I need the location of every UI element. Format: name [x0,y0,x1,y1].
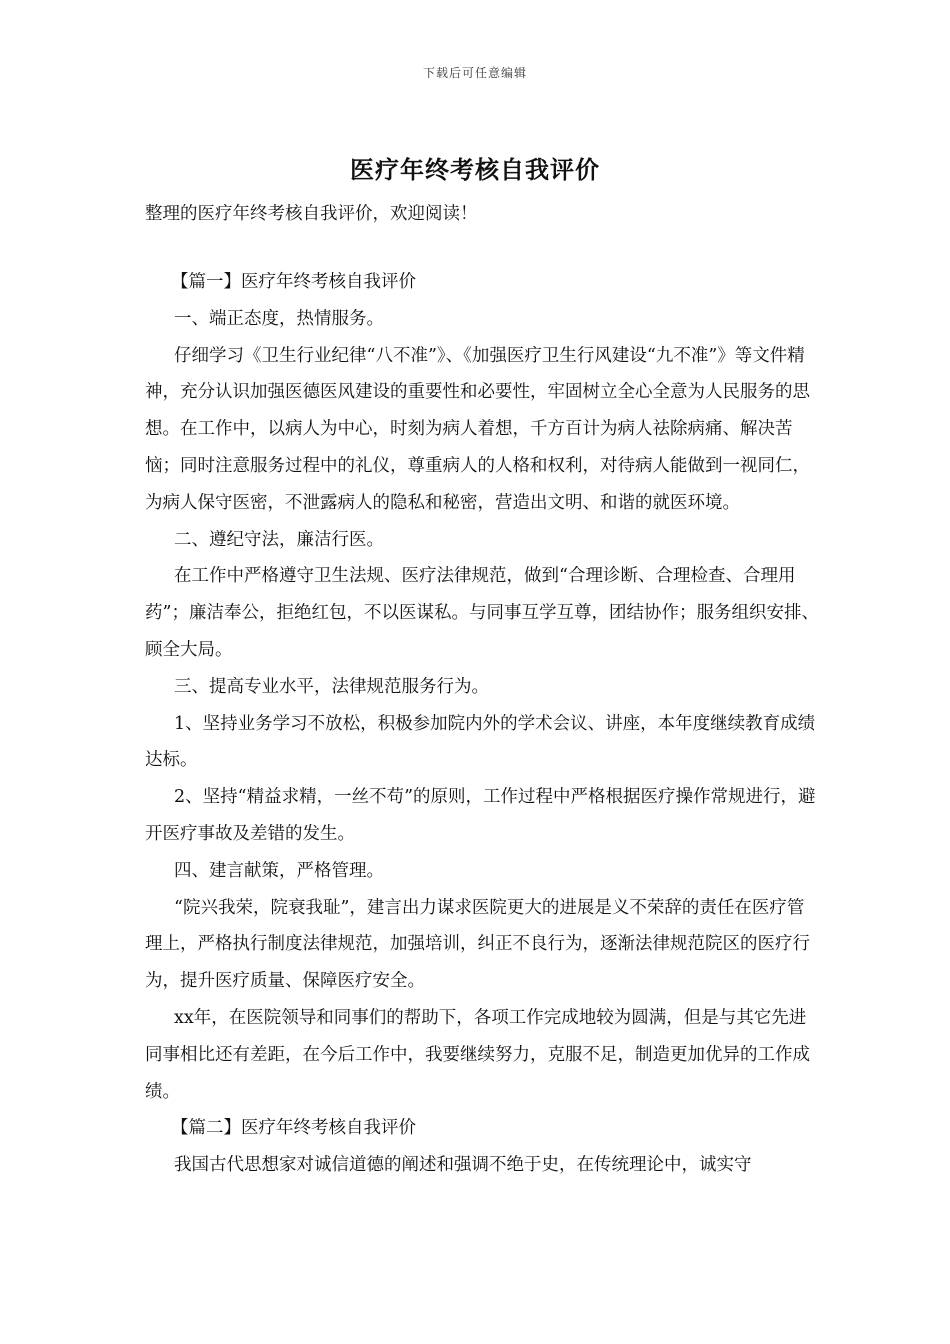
body-paragraph: “院兴我荣，院衰我耻”，建言出力谋求医院更大的进展是义不荣辞的责任在医疗管理上，严格执行制度法律规范，加强培训，纠正不良行为，逐渐法律规范院区的医疗行为，提升医疗质量、保障医疗安全。 [145,897,810,992]
document-body [145,264,820,1184]
body-paragraph: 仔细学习《卫生行业纪律“八不准”》、《加强医疗卫生行风建设“九不准”》等文件精神，充分认识加强医德医风建设的重要性和必要性，牢固树立全心全意为人民服务的思想。在工作中，以病人为中心，时刻为病人着想，千方百计为病人祛除病痛、解决苦恼；同时注意服务过程中的礼仪，尊重病人的人格和权利，对待病人能做到一视同仁，为病人保守医密，不泄露病人的隐私和秘密，营造出文明、和谐的就医环境。 [145,345,810,513]
subheading-1: 一、端正态度，热情服务。 [174,308,384,329]
section-heading-1: 【篇一】医疗年终考核自我评价 [171,272,416,292]
body-paragraph: 我国古代思想家对诚信道德的阐述和强调不绝于史，在传统理论中，诚实守 [174,1155,752,1176]
document-title: 医疗年终考核自我评价 [350,155,600,184]
intro-text: 整理的医疗年终考核自我评价，欢迎阅读！ [145,204,478,224]
section-heading-2: 【篇二】医疗年终考核自我评价 [171,1118,416,1139]
body-paragraph: xx年，在医院领导和同事们的帮助下，各项工作完成地较为圆满，但是与其它先进同事相比还有差距，在今后工作中，我要继续努力，克服不足，制造更加优异的工作成绩。 [145,1007,810,1102]
body-paragraph: 2、坚持“精益求精，一丝不苟”的原则，工作过程中严格根据医疗操作常规进行，避开医疗事故及差错的发生。 [145,787,816,844]
subheading-3: 三、提高专业水平，法律规范服务行为。 [174,676,489,697]
subheading-2: 二、遵纪守法，廉洁行医。 [174,529,384,550]
body-paragraph: 在工作中严格遵守卫生法规、医疗法律规范，做到“合理诊断、合理检查、合理用药”；廉洁奉公，拒绝红包，不以医谋私。与同事互学互尊，团结协作；服务组织安排、顾全大局。 [145,566,819,660]
body-paragraph: 1、坚持业务学习不放松，积极参加院内外的学术会议、讲座，本年度继续教育成绩达标。 [145,713,816,771]
header-note: 下载后可任意编辑 [422,66,527,80]
subheading-4: 四、建言献策，严格管理。 [174,860,384,881]
